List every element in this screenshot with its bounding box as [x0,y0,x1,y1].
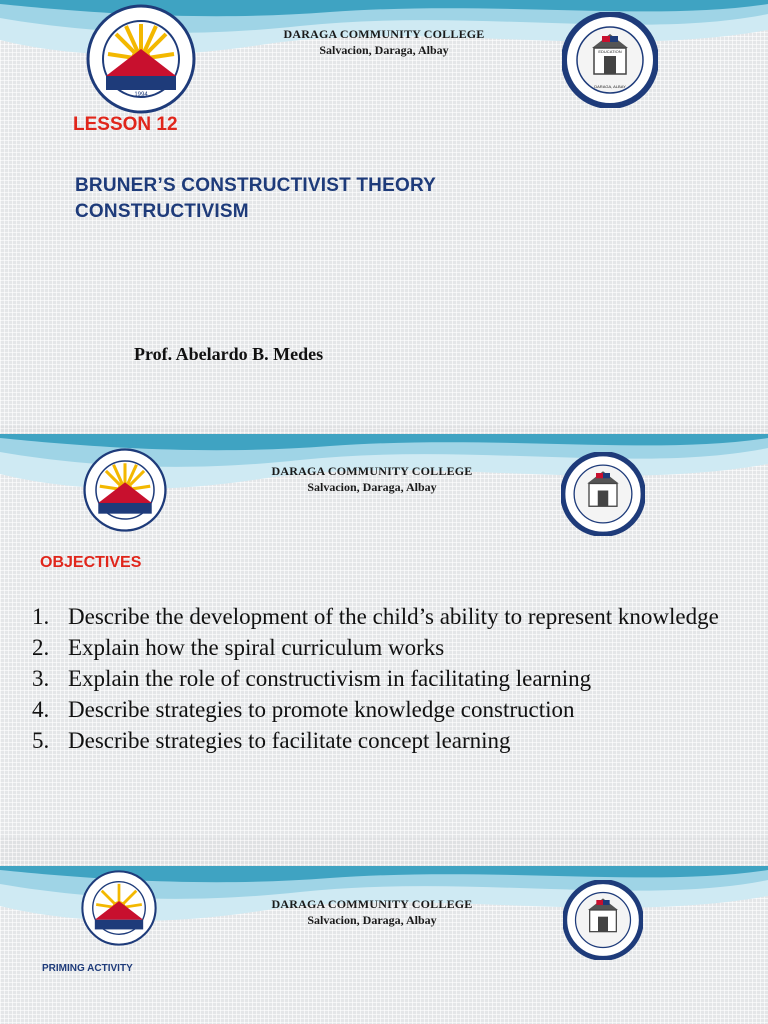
college-address: Salvacion, Daraga, Albay [319,43,449,57]
svg-text:1994: 1994 [134,92,148,98]
daraga-community-college-seal-icon [563,880,643,960]
college-address: Salvacion, Daraga, Albay [307,913,437,927]
college-header [222,897,522,928]
item-text: Describe strategies to facilitate concept learning [68,728,511,753]
lesson-title-line-2: CONSTRUCTIVISM [75,201,249,222]
svg-text:DARAGA, ALBAY: DARAGA, ALBAY [594,84,626,89]
daraga-community-college-seal-icon [562,12,658,108]
priming-activity-heading: PRIMING ACTIVITY [42,963,133,974]
item-number: 3. [32,666,50,691]
college-name: DARAGA COMMUNITY COLLEGE [271,897,473,911]
college-name: DARAGA COMMUNITY COLLEGE [283,27,485,41]
slide-2 [0,434,768,838]
item-number: 1. [32,604,50,629]
objectives-list [32,601,732,756]
college-address: Salvacion, Daraga, Albay [307,480,437,494]
commission-on-higher-education-seal-icon [86,4,196,114]
svg-text:EDUCATION: EDUCATION [598,49,622,54]
list-item [32,694,732,725]
commission-on-higher-education-seal-icon [83,448,167,532]
college-header [234,27,534,58]
item-text: Describe the development of the child’s ability to represent knowledge [68,604,719,629]
lesson-number: LESSON 12 [73,114,178,135]
list-item [32,601,732,632]
item-number: 5. [32,728,50,753]
daraga-community-college-seal-icon [561,452,645,536]
item-number: 4. [32,697,50,722]
author-name: Prof. Abelardo B. Medes [134,344,324,364]
commission-on-higher-education-seal-icon [81,870,157,946]
objectives-heading: OBJECTIVES [40,554,142,571]
item-text: Explain the role of constructivism in facilitating learning [68,666,592,691]
college-header [222,464,522,495]
item-number: 2. [32,635,50,660]
slide-1 [0,0,768,426]
lesson-title-line-1: BRUNER’S CONSTRUCTIVIST THEORY [75,175,437,196]
lesson-title [75,173,436,225]
item-text: Describe strategies to promote knowledge construction [68,697,575,722]
college-name: DARAGA COMMUNITY COLLEGE [271,464,473,478]
list-item [32,663,732,694]
list-item [32,632,732,663]
list-item [32,725,732,756]
item-text: Explain how the spiral curriculum works [68,635,445,660]
slide-3 [0,866,768,1024]
